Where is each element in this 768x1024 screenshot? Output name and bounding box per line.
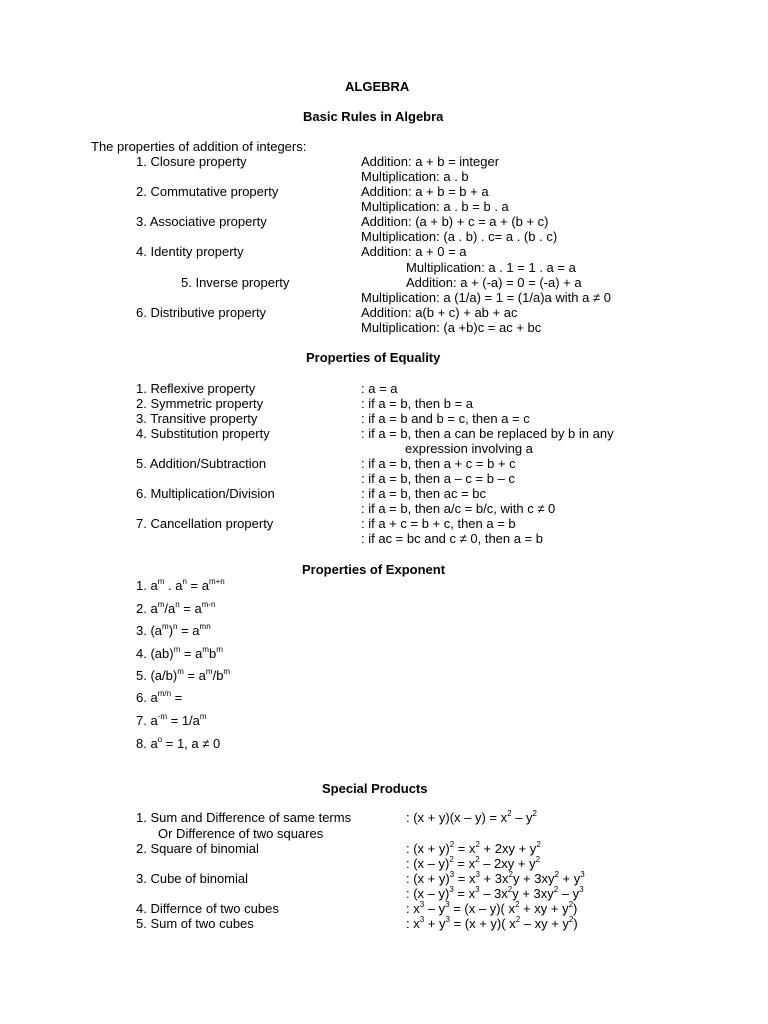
symmetric-rule: : if a = b, then b = a (361, 396, 474, 411)
exponent-rule-1: 1. $a^m$ . $a^n = a^{m+n}$ (136, 576, 225, 593)
exponent-rule-2: 2. $a^m/a^n = a^{m-n}$ (136, 599, 216, 616)
cube-binomial-plus: : $(x + y)^3 = x^3 + 3x^2y + 3xy^2 + y^3$ (406, 869, 585, 886)
cancellation-add-rule: : if a + c = b + c, then a = b (361, 516, 516, 531)
exponent-rule-4: 4. $(ab)^m = a^mb^m$ (136, 644, 223, 661)
exponent-rule-5: 5. $(a/b)^m = a^m/b^m$ (136, 666, 231, 683)
square-binomial-term: 2. Square of binomial (136, 841, 259, 856)
multiplication-division-property: 6. Multiplication/Division (136, 486, 275, 501)
substitution-rule-cont: expression involving a (405, 441, 533, 456)
exponent-rule-number: 8. (136, 736, 147, 751)
square-binomial-plus: : $(x + y)^2 = x^2 + 2xy + y^2$ (406, 839, 541, 856)
difference-two-squares: Or Difference of two squares (158, 826, 324, 841)
exponent-rule-7: 7. $a^{-m} = 1/a^m$ (136, 711, 207, 728)
substitution-property: 4. Substitution property (136, 426, 270, 441)
associative-addition: Addition: (a + b) + c = a + (b + c) (361, 214, 549, 229)
exponent-rule-number: 3. (136, 623, 147, 638)
exponent-rule-8: 8. $a^o = 1$, a ≠ 0 (136, 734, 221, 751)
exponent-rule-3: 3. $(a^m)^n = a^{mn}$ (136, 621, 211, 638)
cancellation-property: 7. Cancellation property (136, 516, 274, 531)
symmetric-property: 2. Symmetric property (136, 396, 264, 411)
closure-property: 1. Closure property (136, 154, 247, 169)
division-rule: : if a = b, then a/c = b/c, with c ≠ 0 (361, 501, 556, 516)
difference-cubes-formula: : $x^3 - y^3 = (x - y)$( $x^2$ + xy + $y^2$) (406, 899, 578, 916)
cube-binomial-term: 3. Cube of binomial (136, 871, 249, 886)
exponent-rule-number: 7. (136, 713, 147, 728)
exponent-rule-6: 6. $a^{m/n}$ = (136, 688, 183, 705)
subtraction-rule: : if a = b, then a – c = b – c (361, 471, 515, 486)
exponent-rule-number: 6. (136, 690, 147, 705)
substitution-rule: : if a = b, then a can be replaced by b in any (361, 426, 614, 441)
inverse-multiplication: Multiplication: a (1/a) = 1 = (1/a)a with a ≠ 0 (361, 290, 611, 305)
reflexive-rule: : a = a (361, 381, 398, 396)
square-binomial-minus: : $(x - y)^2 = x^2 - 2xy + y^2$ (406, 854, 541, 871)
cancellation-mult-rule: : if ac = bc and c ≠ 0, then a = b (361, 531, 544, 546)
transitive-rule: : if a = b and b = c, then a = c (361, 411, 530, 426)
page-title: ALGEBRA (345, 79, 410, 94)
distributive-addition: Addition: a(b + c) + ab + ac (361, 305, 518, 320)
cube-binomial-minus: : $(x - y)^3 = x^3 - 3x^2y + 3xy^2 - y^3$ (406, 884, 584, 901)
addition-subtraction-property: 5. Addition/Subtraction (136, 456, 267, 471)
distributive-multiplication: Multiplication: (a +b)c = ac + bc (361, 320, 542, 335)
multiplication-rule: : if a = b, then ac = bc (361, 486, 487, 501)
commutative-multiplication: Multiplication: a . b = b . a (361, 199, 509, 214)
exponent-heading: Properties of Exponent (302, 562, 446, 577)
exponent-rule-number: 1. (136, 578, 147, 593)
exponent-rule-number: 5. (136, 668, 147, 683)
sum-cubes-term: 5. Sum of two cubes (136, 916, 254, 931)
equality-heading: Properties of Equality (306, 350, 441, 365)
addition-rule: : if a = b, then a + c = b + c (361, 456, 516, 471)
sum-cubes-formula: : $x^3 + y^3 = (x + y)$( $x^2$ – xy + $y^2$) (406, 914, 578, 931)
sum-difference-formula: : $(x + y)(x - y) = x^2 - y^2$ (406, 808, 537, 825)
inverse-addition: Addition: a + (-a) = 0 = (-a) + a (406, 275, 582, 290)
identity-multiplication: Multiplication: a . 1 = 1 . a = a (406, 260, 576, 275)
exponent-rule-number: 2. (136, 601, 147, 616)
commutative-property: 2. Commutative property (136, 184, 279, 199)
associative-multiplication: Multiplication: (a . b) . c= a . (b . c) (361, 229, 558, 244)
inverse-property: 5. Inverse property (181, 275, 290, 290)
exponent-rule-number: 4. (136, 646, 147, 661)
closure-multiplication: Multiplication: a . b (361, 169, 469, 184)
difference-cubes-term: 4. Differnce of two cubes (136, 901, 279, 916)
transitive-property: 3. Transitive property (136, 411, 258, 426)
commutative-addition: Addition: a + b = b + a (361, 184, 489, 199)
identity-property: 4. Identity property (136, 244, 244, 259)
associative-property: 3. Associative property (136, 214, 267, 229)
distributive-property: 6. Distributive property (136, 305, 267, 320)
page-subtitle: Basic Rules in Algebra (303, 109, 444, 124)
special-products-heading: Special Products (322, 781, 428, 796)
reflexive-property: 1. Reflexive property (136, 381, 256, 396)
closure-addition: Addition: a + b = integer (361, 154, 500, 169)
intro-text: The properties of addition of integers: (91, 139, 307, 154)
identity-addition: Addition: a + 0 = a (361, 244, 467, 259)
sum-difference-term: 1. Sum and Difference of same terms (136, 810, 352, 825)
